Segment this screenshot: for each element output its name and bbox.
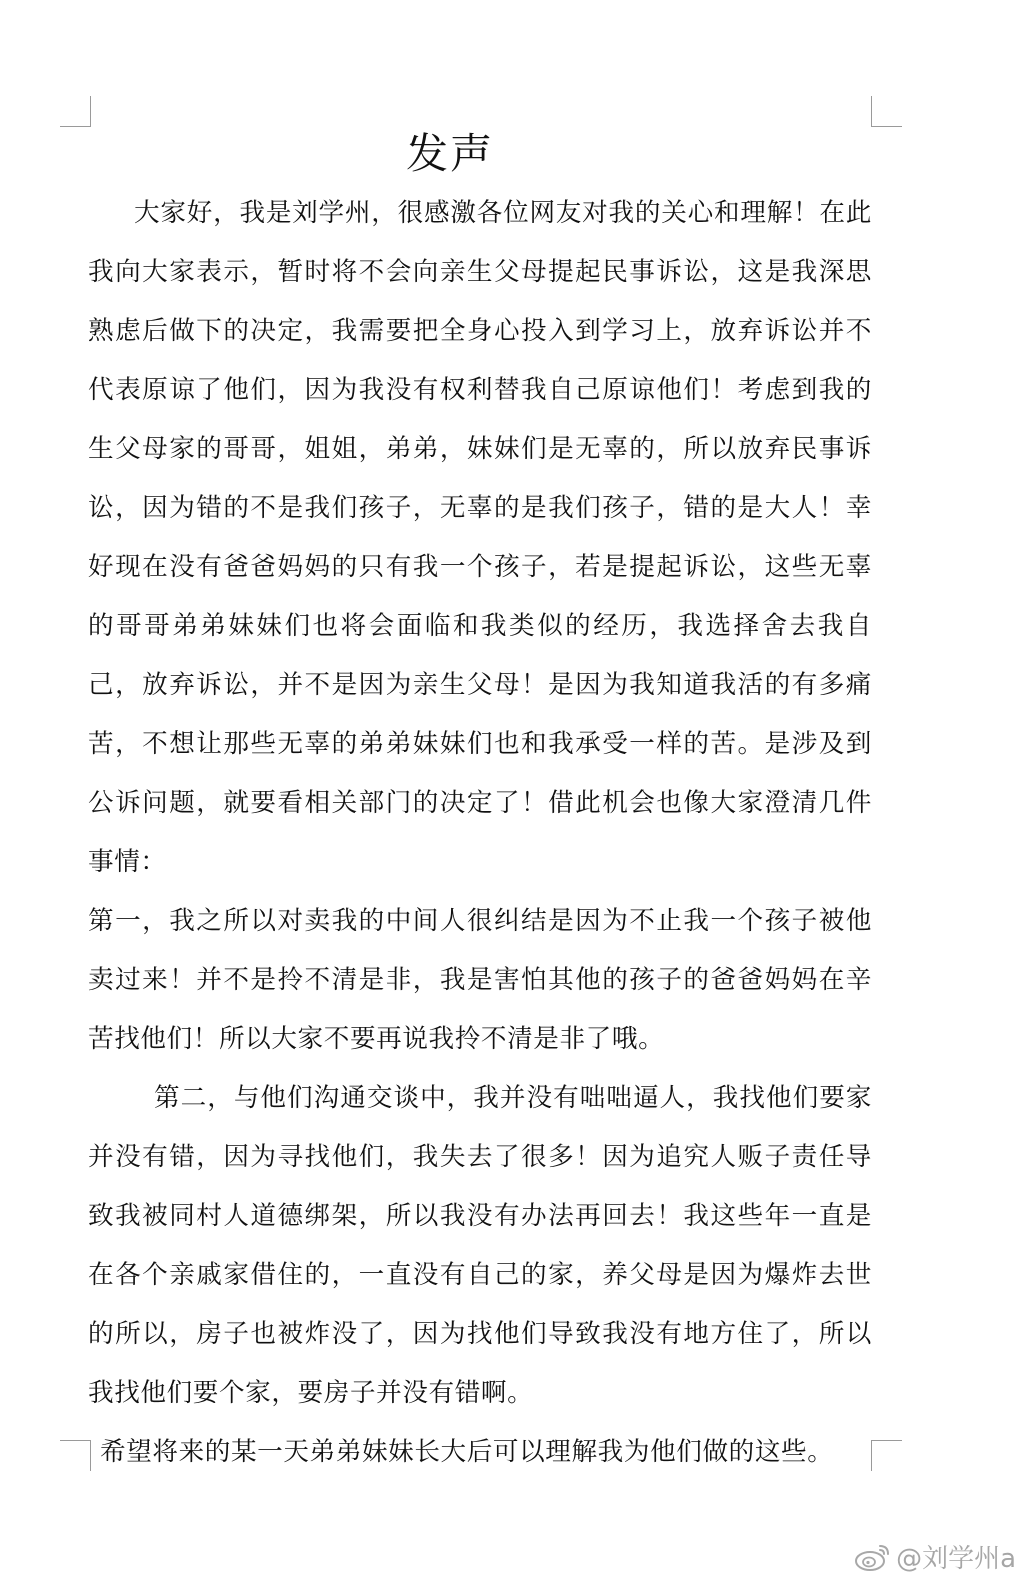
document-title: 发声 — [405, 129, 494, 178]
corner-mark-bottom-left — [60, 1440, 91, 1471]
corner-mark-bottom-right — [871, 1440, 902, 1471]
paragraph-closing: 希望将来的某一天弟弟妹妹长大后可以理解我为他们做的这些。 — [100, 1437, 834, 1467]
document-body — [88, 184, 872, 1482]
paragraph-point-two: 第二，与他们沟通交谈中，我并没有咄咄逼人，我找他们要家并没有错，因为寻找他们，我失去了很多！因为追究人贩子责任导致我被同村人道德绑架，所以我没有办法再回去！我这些年一直是在各个亲戚家借住的，一直没有自己的家，养父母是因为爆炸去世的所以，房子也被炸没了，因为找他们导致我没有地方住了，所以我找他们要个家，要房子并没有错啊。 — [88, 1083, 872, 1408]
weibo-watermark — [854, 1538, 1016, 1575]
paragraph-statement: 大家好，我是刘学州，很感激各位网友对我的关心和理解！在此我向大家表示，暂时将不会向亲生父母提起民事诉讼，这是我深思熟虑后做下的决定，我需要把全身心投入到学习上，放弃诉讼并不代表原谅了他们，因为我没有权利替我自己原谅他们！考虑到我的生父母家的哥哥，姐姐，弟弟，妹妹们是无辜的，所以放弃民事诉讼，因为错的不是我们孩子，无辜的是我们孩子，错的是大人！幸好现在没有爸爸妈妈的只有我一个孩子，若是提起诉讼，这些无辜的哥哥弟弟妹妹们也将会面临和我类似的经历，我选择舍去我自己，放弃诉讼，并不是因为亲生父母！是因为我知道我活的有多痛苦，不想让那些无辜的弟弟妹妹们也和我承受一样的苦。是涉及到公诉问题，就要看相关部门的决定了！借此机会也像大家澄清几件事情： — [88, 198, 872, 877]
corner-mark-top-left — [60, 96, 91, 127]
weibo-icon — [854, 1542, 892, 1572]
paragraph-point-one: 第一，我之所以对卖我的中间人很纠结是因为不止我一个孩子被他卖过来！并不是拎不清是非，我是害怕其他的孩子的爸爸妈妈在辛苦找他们！所以大家不要再说我拎不清是非了哦。 — [88, 906, 872, 1054]
watermark-text: @刘学州a — [896, 1544, 1016, 1574]
corner-mark-top-right — [871, 96, 902, 127]
